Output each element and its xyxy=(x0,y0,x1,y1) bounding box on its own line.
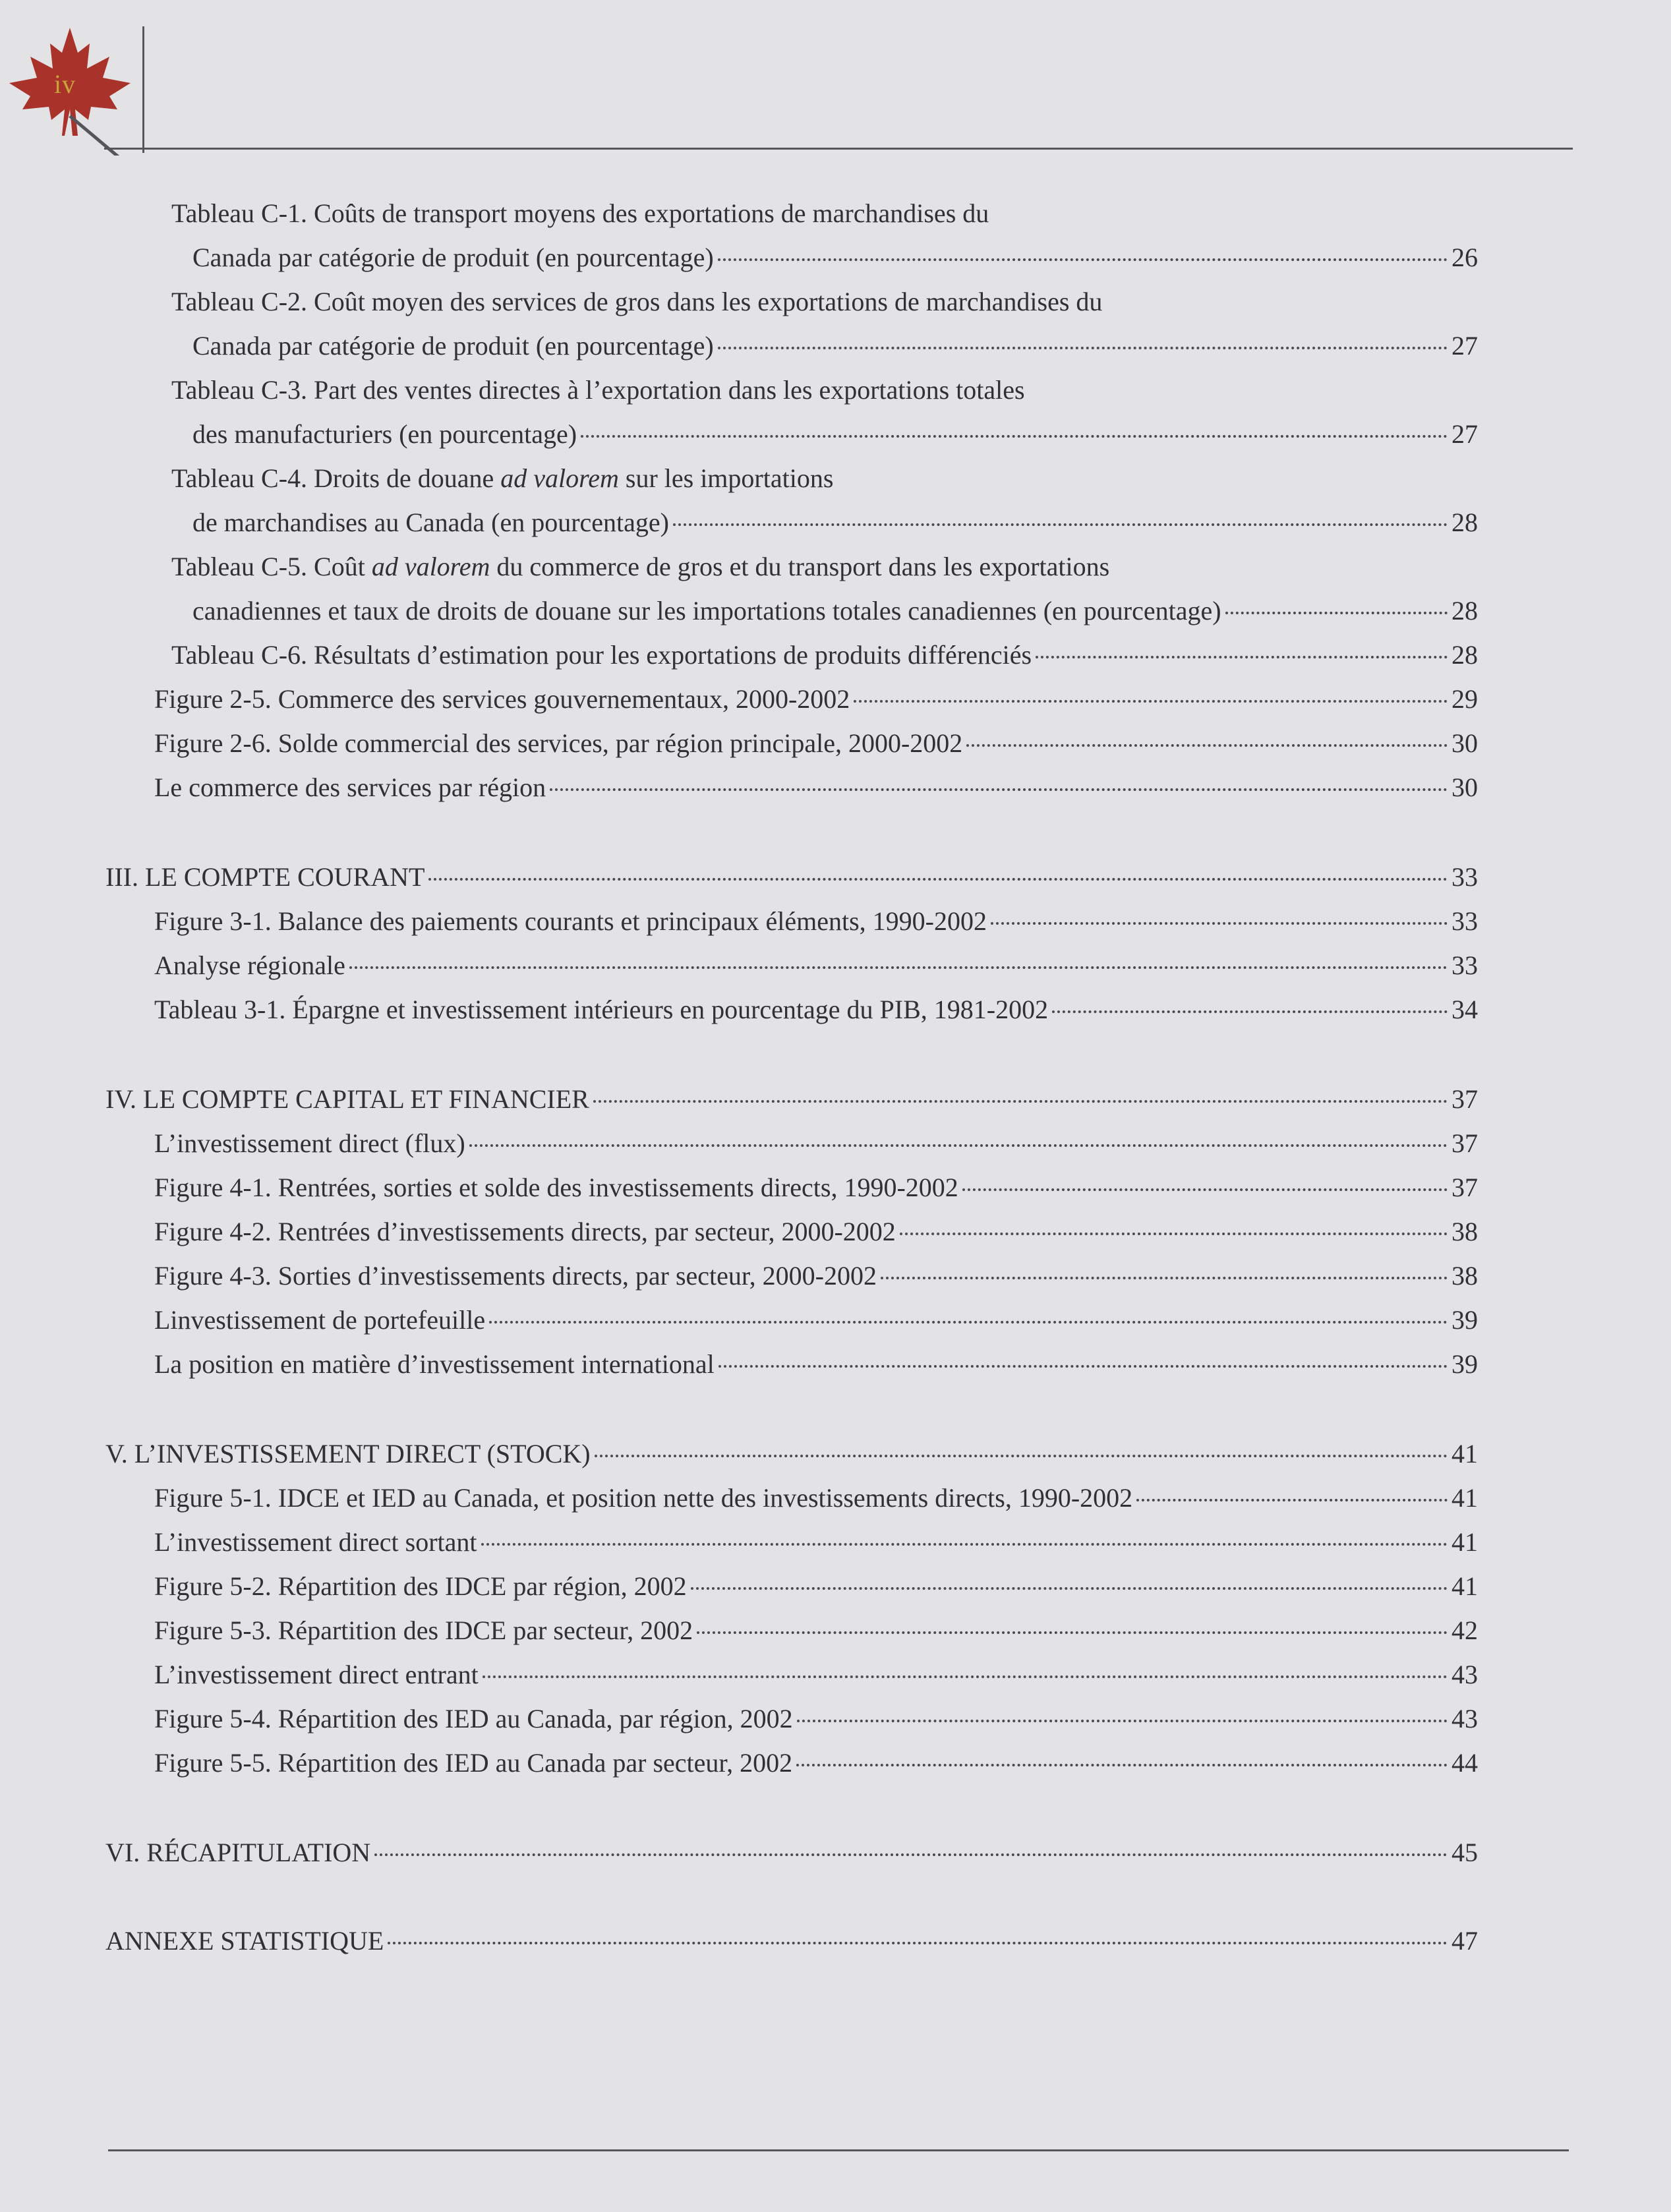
dot-leader xyxy=(481,1543,1448,1546)
toc-entry-international-position[interactable]: La position en matière d’investissement international 39 xyxy=(154,1342,1478,1386)
page-ref: 41 xyxy=(1451,1527,1478,1557)
toc-entry-c6[interactable]: Tableau C-6. Résultats d’estimation pour les exportations de produits différenciés 28 xyxy=(171,633,1478,677)
dot-leader xyxy=(581,435,1448,438)
toc-entry-fig-5-2[interactable]: Figure 5-2. Répartition des IDCE par région, 2002 41 xyxy=(154,1564,1478,1608)
toc-entry-portfolio[interactable]: Linvestissement de portefeuille 39 xyxy=(154,1298,1478,1342)
page-ref: 34 xyxy=(1451,995,1478,1024)
page-ref: 39 xyxy=(1451,1349,1478,1379)
dot-leader xyxy=(854,700,1448,703)
toc-entry-c4-line1[interactable]: Tableau C-4. Droits de douane ad valorem sur les importations xyxy=(171,463,834,493)
dot-leader xyxy=(1052,1010,1448,1013)
dot-leader xyxy=(489,1321,1448,1324)
toc-entry-c3-line2[interactable]: des manufacturiers (en pourcentage) 27 xyxy=(192,412,1478,456)
toc-entry-tab-3-1[interactable]: Tableau 3-1. Épargne et investissement intérieurs en pourcentage du PIB, 1981-2002 34 xyxy=(154,987,1478,1032)
dot-leader xyxy=(595,1455,1448,1457)
toc-section-iii[interactable]: III. LE COMPTE COURANT 33 xyxy=(105,855,1478,899)
toc-entry-fig-3-1[interactable]: Figure 3-1. Balance des paiements courants et principaux éléments, 1990-2002 33 xyxy=(154,899,1478,943)
dot-leader xyxy=(718,347,1448,349)
page-ref: 42 xyxy=(1451,1615,1478,1645)
toc-entry-fig-5-3[interactable]: Figure 5-3. Répartition des IDCE par secteur, 2002 42 xyxy=(154,1608,1478,1652)
toc-entry-fig-5-4[interactable]: Figure 5-4. Répartition des IED au Canada, par région, 2002 43 xyxy=(154,1697,1478,1741)
page-ref: 37 xyxy=(1451,1173,1478,1202)
page-ref: 28 xyxy=(1451,508,1478,537)
page-ref: 33 xyxy=(1451,950,1478,980)
dot-leader xyxy=(966,744,1448,747)
dot-leader xyxy=(1036,656,1448,658)
dot-leader xyxy=(1225,612,1448,614)
page-ref: 38 xyxy=(1451,1261,1478,1291)
dot-leader xyxy=(388,1942,1448,1944)
toc-entry-c2-line2[interactable]: Canada par catégorie de produit (en pourcentage) 27 xyxy=(192,324,1478,368)
dot-leader xyxy=(673,523,1448,526)
page-ref: 43 xyxy=(1451,1660,1478,1689)
page-ref: 28 xyxy=(1451,640,1478,670)
toc-entry-fig-2-6[interactable]: Figure 2-6. Solde commercial des services, par région principale, 2000-2002 30 xyxy=(154,721,1478,765)
page-ref: 38 xyxy=(1451,1217,1478,1246)
page-ref: 28 xyxy=(1451,596,1478,626)
toc-entry-regional-analysis[interactable]: Analyse régionale 33 xyxy=(154,943,1478,987)
toc-entry-c4-line2[interactable]: de marchandises au Canada (en pourcentage) 28 xyxy=(192,500,1478,544)
dot-leader xyxy=(718,258,1448,261)
page-ref: 39 xyxy=(1451,1305,1478,1335)
page-ref: 41 xyxy=(1451,1439,1478,1469)
toc-entry-c2-line1[interactable]: Tableau C-2. Coût moyen des services de gros dans les exportations de marchandises du xyxy=(171,287,1103,316)
page-ref: 27 xyxy=(1451,419,1478,449)
page-ref: 29 xyxy=(1451,684,1478,714)
toc-entry-outward-fdi[interactable]: L’investissement direct sortant 41 xyxy=(154,1520,1478,1564)
dot-leader xyxy=(797,1720,1448,1722)
dot-leader xyxy=(718,1365,1448,1368)
dot-leader xyxy=(691,1587,1448,1590)
toc-entry-direct-investment-flow[interactable]: L’investissement direct (flux) 37 xyxy=(154,1121,1478,1165)
footer-rule xyxy=(108,2149,1569,2151)
toc-entry-fig-2-5[interactable]: Figure 2-5. Commerce des services gouvernementaux, 2000-2002 29 xyxy=(154,677,1478,721)
toc-section-v[interactable]: V. L’INVESTISSEMENT DIRECT (STOCK) 41 xyxy=(105,1432,1478,1476)
page-ref: 44 xyxy=(1451,1748,1478,1778)
toc-entry-fig-5-5[interactable]: Figure 5-5. Répartition des IED au Canada par secteur, 2002 44 xyxy=(154,1741,1478,1785)
dot-leader xyxy=(962,1188,1448,1191)
page-ref: 26 xyxy=(1451,243,1478,272)
toc-section-iv[interactable]: IV. LE COMPTE CAPITAL ET FINANCIER 37 xyxy=(105,1077,1478,1121)
page-ref: 43 xyxy=(1451,1704,1478,1733)
toc-entry-inward-fdi[interactable]: L’investissement direct entrant 43 xyxy=(154,1652,1478,1697)
dot-leader xyxy=(374,1853,1448,1856)
toc-entry-c5-line2[interactable]: canadiennes et taux de droits de douane sur les importations totales canadiennes (en pourcentage) 28 xyxy=(192,589,1478,633)
page-ref: 30 xyxy=(1451,772,1478,802)
toc-entry-c1-line2[interactable]: Canada par catégorie de produit (en pourcentage) 26 xyxy=(192,235,1478,279)
dot-leader xyxy=(796,1764,1448,1766)
dot-leader xyxy=(900,1233,1448,1235)
page-number: iv xyxy=(54,69,76,99)
dot-leader xyxy=(881,1277,1448,1279)
dot-leader xyxy=(1136,1499,1448,1501)
page-ref: 37 xyxy=(1451,1128,1478,1158)
toc-section-annex[interactable]: ANNEXE STATISTIQUE 47 xyxy=(105,1919,1478,1963)
toc-entry-c5-line1[interactable]: Tableau C-5. Coût ad valorem du commerce de gros et du transport dans les exportations xyxy=(171,552,1110,581)
page-ref: 41 xyxy=(1451,1483,1478,1513)
toc-entry-fig-4-1[interactable]: Figure 4-1. Rentrées, sorties et solde des investissements directs, 1990-2002 37 xyxy=(154,1165,1478,1209)
page-ref: 47 xyxy=(1451,1926,1478,1956)
page-ref: 30 xyxy=(1451,728,1478,758)
page-ref: 33 xyxy=(1451,906,1478,936)
toc-entry-services-region[interactable]: Le commerce des services par région 30 xyxy=(154,765,1478,809)
toc-entry-fig-4-3[interactable]: Figure 4-3. Sorties d’investissements directs, par secteur, 2000-2002 38 xyxy=(154,1254,1478,1298)
dot-leader xyxy=(550,788,1448,791)
toc-entry-c1-line1[interactable]: Tableau C-1. Coûts de transport moyens des exportations de marchandises du xyxy=(171,198,989,228)
toc-entry-fig-5-1[interactable]: Figure 5-1. IDCE et IED au Canada, et position nette des investissements directs, 1990-2002 41 xyxy=(154,1476,1478,1520)
page-ref: 37 xyxy=(1451,1084,1478,1114)
dot-leader xyxy=(428,878,1448,881)
dot-leader xyxy=(593,1100,1448,1103)
page-ref: 27 xyxy=(1451,331,1478,361)
dot-leader xyxy=(991,922,1448,925)
toc-entry-fig-4-2[interactable]: Figure 4-2. Rentrées d’investissements directs, par secteur, 2000-2002 38 xyxy=(154,1209,1478,1254)
dot-leader xyxy=(697,1631,1448,1634)
dot-leader xyxy=(483,1675,1448,1678)
toc-entry-c3-line1[interactable]: Tableau C-3. Part des ventes directes à l’exportation dans les exportations totales xyxy=(171,375,1025,405)
page-ref: 45 xyxy=(1451,1838,1478,1867)
toc-section-vi[interactable]: VI. RÉCAPITULATION 45 xyxy=(105,1830,1478,1875)
page-ref: 41 xyxy=(1451,1571,1478,1601)
dot-leader xyxy=(469,1144,1448,1147)
page-ref: 33 xyxy=(1451,862,1478,892)
dot-leader xyxy=(349,966,1448,969)
